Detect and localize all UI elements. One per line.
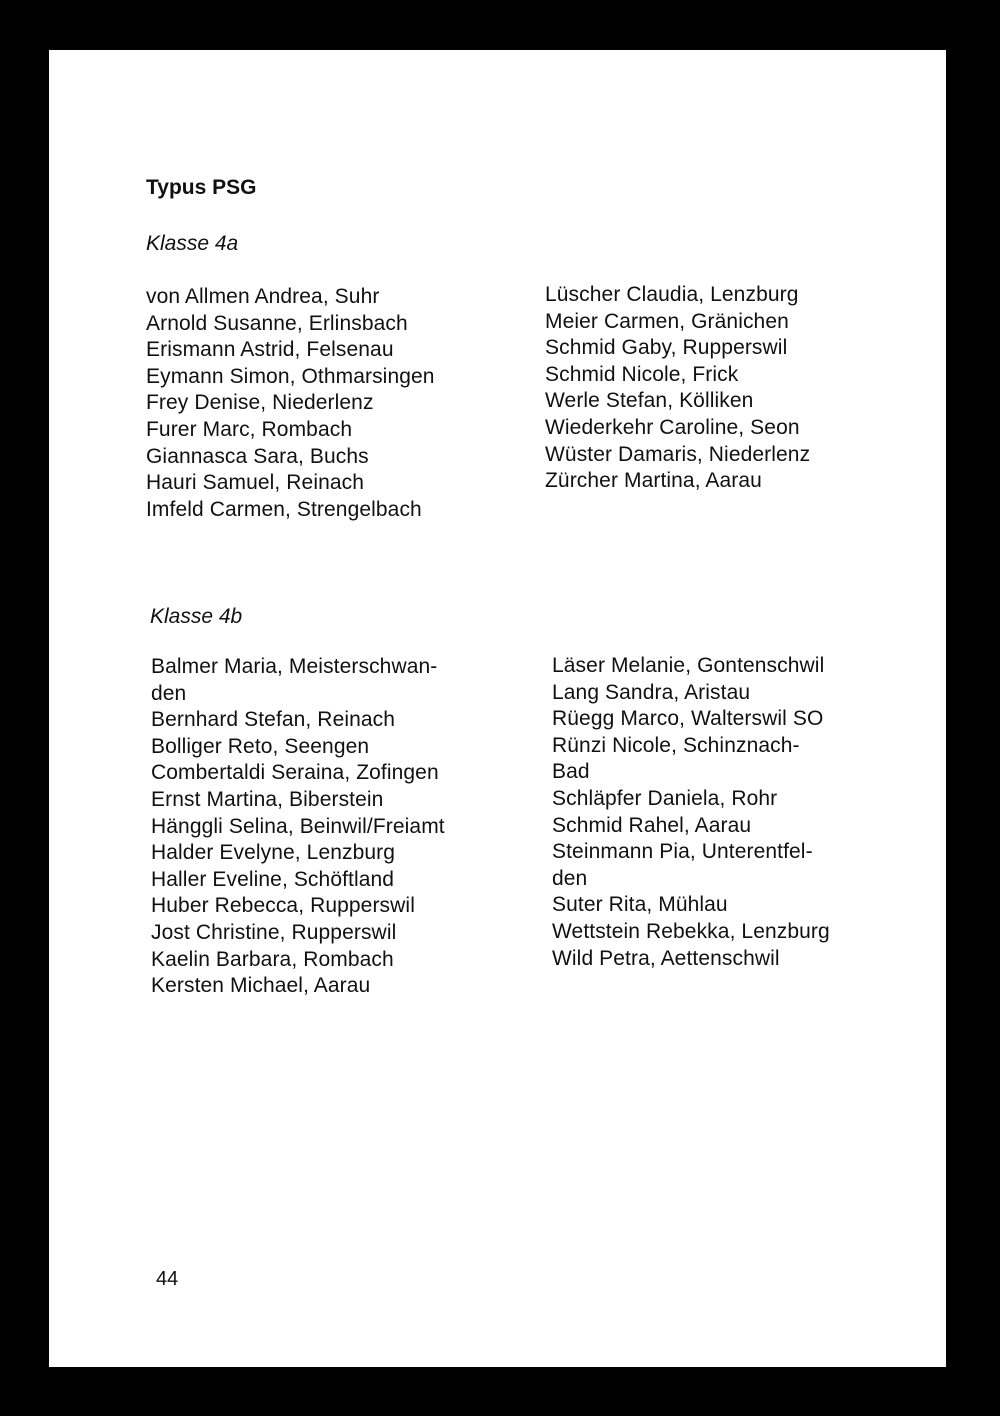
list-item: Balmer Maria, Meisterschwan- — [151, 655, 438, 678]
list-item: Lüscher Claudia, Lenzburg — [545, 283, 799, 306]
list-item: Schmid Gaby, Rupperswil — [545, 336, 788, 360]
list-item: Huber Rebecca, Rupperswil — [151, 894, 415, 918]
list-item: Meier Carmen, Gränichen — [545, 309, 789, 333]
class-label-4a: Klasse 4a — [146, 232, 239, 255]
section-heading: Typus PSG — [146, 176, 257, 199]
list-item: Schmid Rahel, Aarau — [552, 813, 752, 837]
list-item: Rüegg Marco, Walterswil SO — [552, 707, 824, 731]
list-item: Eymann Simon, Othmarsingen — [146, 364, 435, 388]
class-4a-left-list — [146, 284, 435, 523]
page-number: 44 — [156, 1268, 179, 1290]
list-item: Bad — [552, 760, 590, 784]
list-item: Kersten Michael, Aarau — [151, 974, 371, 998]
list-item: Wild Petra, Aettenschwil — [552, 946, 780, 970]
list-item: Steinmann Pia, Unterentfel- — [552, 840, 813, 864]
list-item: Bernhard Stefan, Reinach — [151, 708, 396, 732]
list-item: Lang Sandra, Aristau — [552, 680, 751, 704]
list-item: Wüster Damaris, Niederlenz — [545, 442, 811, 466]
list-item: Combertaldi Seraina, Zofingen — [151, 761, 439, 785]
list-item: Zürcher Martina, Aarau — [545, 469, 762, 493]
list-item: Arnold Susanne, Erlinsbach — [146, 311, 408, 335]
class-4a-right-list — [545, 282, 810, 495]
list-item: Erismann Astrid, Felsenau — [146, 338, 394, 362]
list-item: Haller Eveline, Schöftland — [151, 867, 395, 891]
list-item: Jost Christine, Rupperswil — [151, 920, 397, 944]
list-item: den — [151, 681, 187, 705]
class-4b-right-list — [552, 653, 830, 972]
list-item: Läser Melanie, Gontenschwil — [552, 654, 825, 677]
document-page — [49, 50, 946, 1367]
list-item: Bolliger Reto, Seengen — [151, 734, 370, 758]
list-item: Hänggli Selina, Beinwil/Freiamt — [151, 814, 445, 838]
list-item: Kaelin Barbara, Rombach — [151, 947, 394, 971]
list-item: Halder Evelyne, Lenzburg — [151, 841, 396, 865]
list-item: Schläpfer Daniela, Rohr — [552, 786, 778, 810]
class-4b-left-list — [151, 654, 445, 1000]
list-item: Werle Stefan, Kölliken — [545, 389, 754, 413]
list-item: Ernst Martina, Biberstein — [151, 787, 384, 811]
list-item: Rünzi Nicole, Schinznach- — [552, 733, 800, 757]
list-item: Giannasca Sara, Buchs — [146, 444, 369, 468]
list-item: Imfeld Carmen, Strengelbach — [146, 497, 422, 521]
list-item: Wettstein Rebekka, Lenzburg — [552, 919, 830, 943]
class-label-4b: Klasse 4b — [150, 605, 243, 628]
list-item: Suter Rita, Mühlau — [552, 893, 728, 917]
list-item: Schmid Nicole, Frick — [545, 362, 739, 386]
list-item: Wiederkehr Caroline, Seon — [545, 415, 800, 439]
list-item: Hauri Samuel, Reinach — [146, 471, 365, 495]
list-item: den — [552, 866, 588, 890]
list-item: von Allmen Andrea, Suhr — [146, 285, 380, 308]
list-item: Frey Denise, Niederlenz — [146, 391, 374, 415]
list-item: Furer Marc, Rombach — [146, 417, 353, 441]
